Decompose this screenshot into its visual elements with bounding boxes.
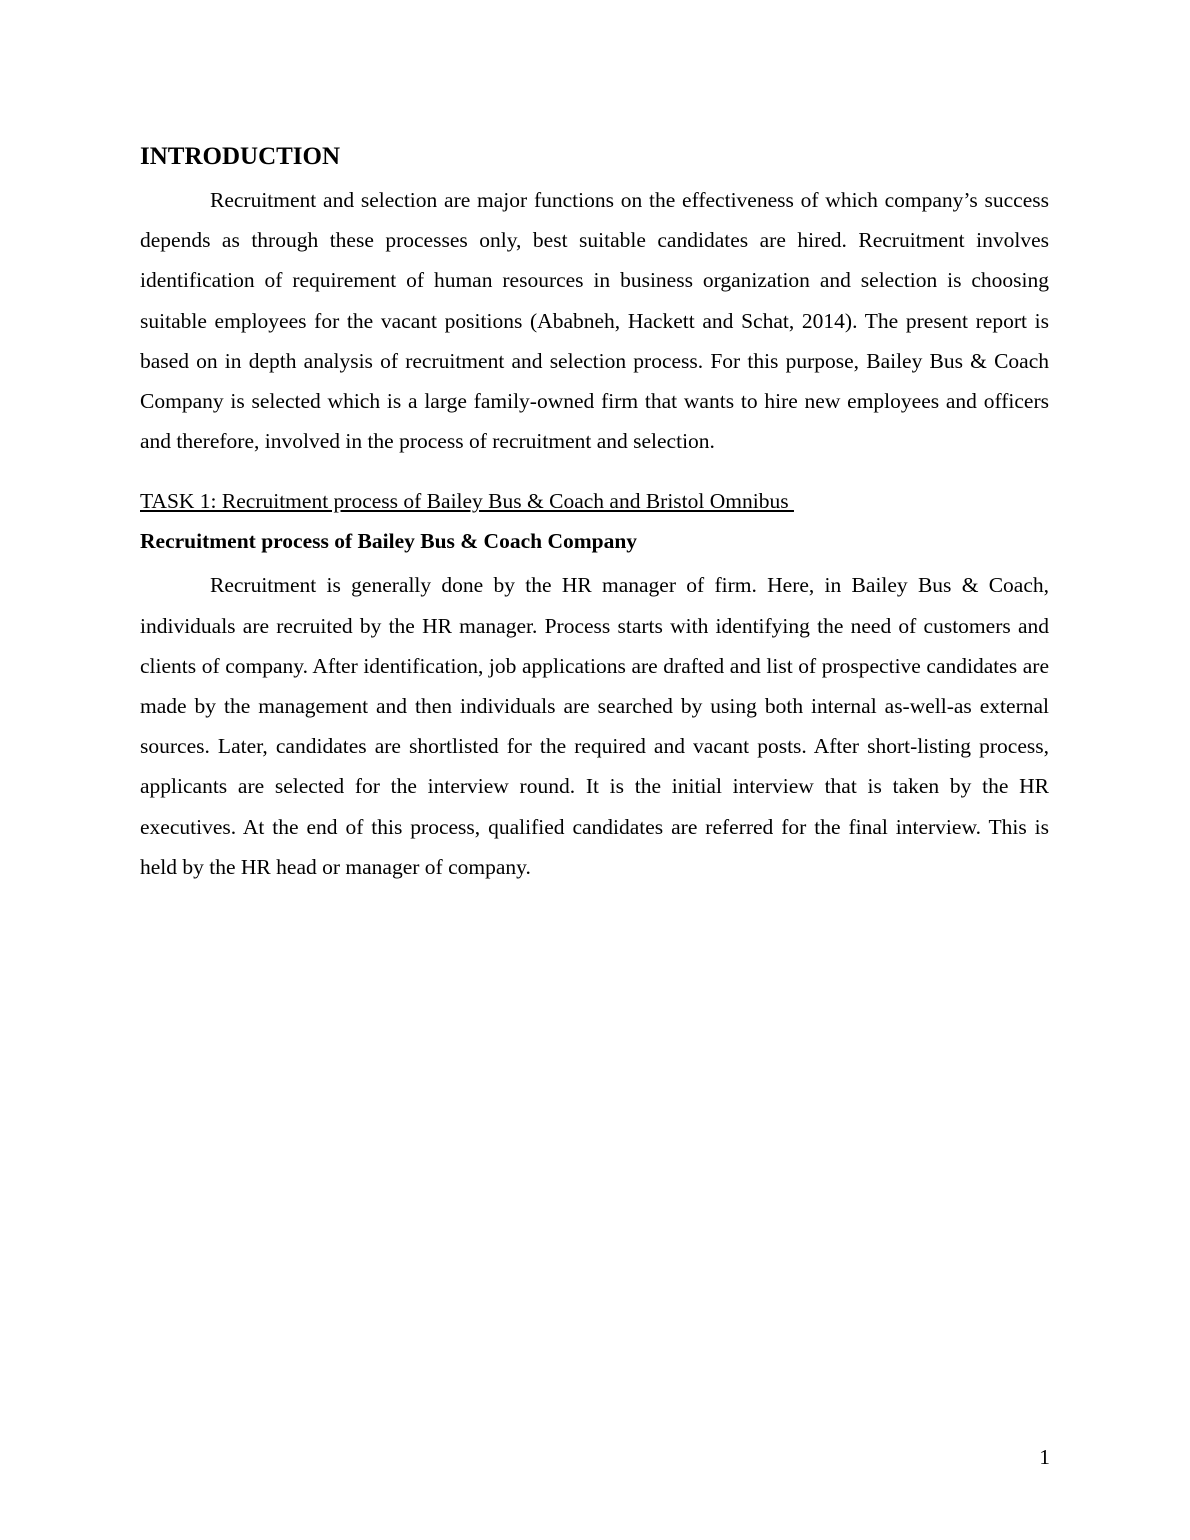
- task-1-heading: TASK 1: Recruitment process of Bailey Bus & Coach and Bristol Omnibus: [140, 489, 794, 514]
- introduction-paragraph: Recruitment and selection are major functions on the effectiveness of which company’s success depends as through these processes only, best suitable candidates are hired. Recruitment involves identification of requirement of human resources in business organization and selection is choosing suitable employees for the vacant positions (Ababneh, Hackett and Schat, 2014). The present report is based on in depth analysis of recruitment and selection process. For this purpose, Bailey Bus & Coach Company is selected which is a large family-owned firm that wants to hire new employees and officers and therefore, involved in the process of recruitment and selection.: [140, 188, 1049, 454]
- recruitment-process-subheading: Recruitment process of Bailey Bus & Coach Company: [140, 529, 638, 554]
- page-number: 1: [1039, 1445, 1050, 1469]
- recruitment-process-paragraph: Recruitment is generally done by the HR manager of firm. Here, in Bailey Bus & Coach, individuals are recruited by the HR manager. Process starts with identifying the need of customers and clients of company. After identification, job applications are drafted and list of prospective candidates are made by the management and then individuals are searched by using both internal as-well-as external sources. Later, candidates are shortlisted for the required and vacant posts. After short-listing process, applicants are selected for the interview round. It is the initial interview that is taken by the HR executives. At the end of this process, qualified candidates are referred for the final interview. This is held by the HR head or manager of company.: [140, 573, 1049, 879]
- page-content: [140, 140, 1049, 887]
- introduction-heading: INTRODUCTION: [140, 143, 341, 170]
